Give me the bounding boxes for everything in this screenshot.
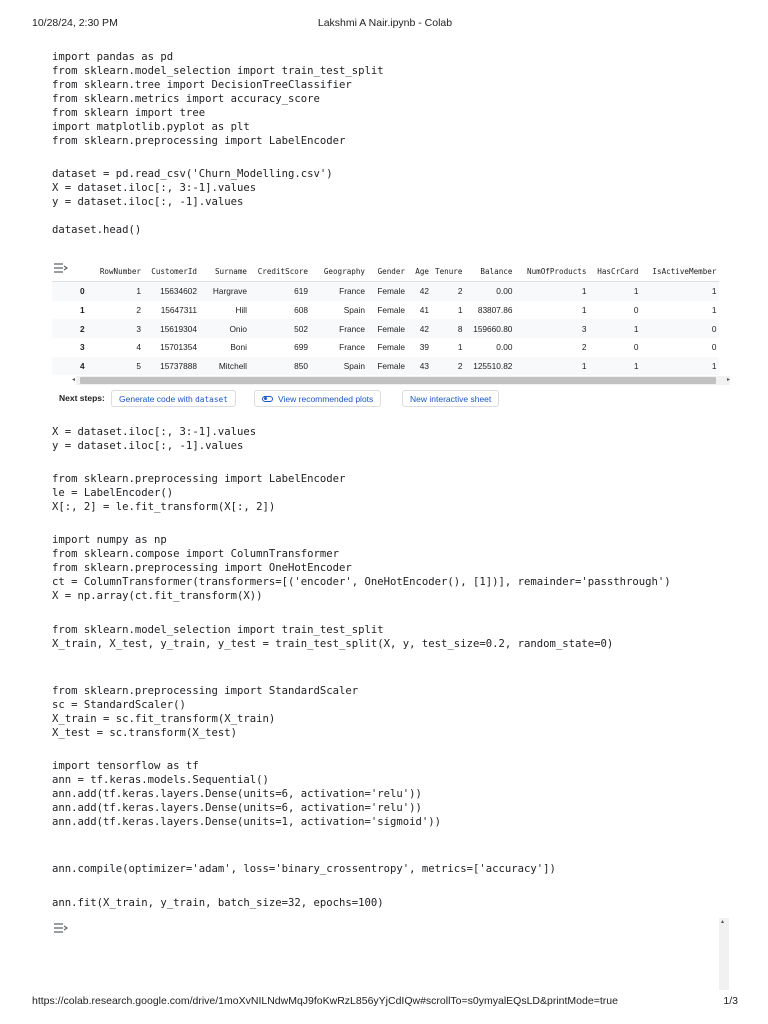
table-cell: 125510.82 xyxy=(465,357,515,376)
table-cell: 608 xyxy=(294,305,308,316)
code-cell-load-data[interactable]: dataset = pd.read_csv('Churn_Modelling.csv') X = dataset.iloc[:, 3:-1].values y = dataset.iloc[:, -1].values xyxy=(52,168,333,208)
row-index: 2 xyxy=(52,319,92,338)
col-header: Balance xyxy=(465,262,515,282)
dataframe-output xyxy=(52,262,730,386)
table-cell: 42 xyxy=(408,282,432,301)
code-cell-xy[interactable]: X = dataset.iloc[:, 3:-1].values y = dataset.iloc[:, -1].values xyxy=(52,426,257,452)
code-cell-compile[interactable]: ann.compile(optimizer='adam', loss='binary_crossentropy', metrics=['accuracy']) xyxy=(52,863,556,875)
col-header: Geography xyxy=(311,262,368,282)
table-cell: Female xyxy=(377,305,405,316)
col-header: HasCrCard xyxy=(589,262,641,282)
table-row xyxy=(52,357,719,376)
vertical-scrollbar[interactable] xyxy=(719,918,729,990)
table-cell: 2 xyxy=(136,305,141,316)
table-cell: 43 xyxy=(408,357,432,376)
col-header xyxy=(52,262,92,282)
table-cell: Onio xyxy=(200,319,250,338)
print-url: https://colab.research.google.com/drive/1moXvNILNdwMqJ9foKwRzL856yYjCdIQw#scrollTo=s0ymyalEQsLD&printMode=true xyxy=(32,995,618,1007)
table-cell: 1 xyxy=(457,305,463,316)
col-header: CustomerId xyxy=(144,262,200,282)
print-title: Lakshmi A Nair.ipynb - Colab xyxy=(317,17,453,29)
table-cell: Female xyxy=(377,342,405,353)
table-cell: 41 xyxy=(419,305,429,316)
table-row xyxy=(52,282,719,301)
col-header: IsActiveMember xyxy=(641,262,719,282)
row-index: 4 xyxy=(52,357,92,376)
table-cell: Spain xyxy=(311,357,368,376)
col-header: Age xyxy=(408,262,432,282)
table-cell: 15701354 xyxy=(160,342,197,353)
table-cell: 1 xyxy=(589,319,641,338)
table-cell: 1 xyxy=(515,282,589,301)
table-cell: France xyxy=(311,319,368,338)
recommended-plots-label: View recommended plots xyxy=(278,394,374,404)
next-steps-label: Next steps: xyxy=(59,393,105,403)
table-cell: 0 xyxy=(641,319,719,338)
table-cell: Female xyxy=(368,357,408,376)
table-row xyxy=(52,301,719,320)
horizontal-scrollbar[interactable] xyxy=(72,376,730,385)
output-collapse-icon[interactable] xyxy=(53,922,69,934)
table-cell: 1 xyxy=(92,282,144,301)
table-cell: 83807.86 xyxy=(477,305,513,316)
table-cell: 1 xyxy=(589,357,641,376)
row-index: 0 xyxy=(52,282,92,301)
table-cell: 1 xyxy=(589,282,641,301)
table-cell: 502 xyxy=(250,319,311,338)
code-cell-onehot[interactable]: import numpy as np from sklearn.compose import ColumnTransformer from sklearn.preprocessing import OneHotEncoder ct = ColumnTransformer(transformers=[('encoder', OneHotEncoder(), [1])], remainder='passthrough') X = np.array(ct.fit_transform(X)) xyxy=(52,534,671,602)
col-header: Gender xyxy=(368,262,408,282)
dataframe-table xyxy=(52,262,719,375)
table-cell: 850 xyxy=(250,357,311,376)
table-cell: 0 xyxy=(633,342,639,353)
table-cell: 1 xyxy=(457,342,463,353)
table-cell: 15647311 xyxy=(160,305,197,316)
table-cell: 3 xyxy=(92,319,144,338)
code-cell-scale[interactable]: from sklearn.preprocessing import StandardScaler sc = StandardScaler() X_train = sc.fit_transform(X_train) X_test = sc.transform(X_test) xyxy=(52,685,359,739)
table-cell: 1 xyxy=(641,357,719,376)
table-cell: 3 xyxy=(515,319,589,338)
code-cell-split[interactable]: from sklearn.model_selection import train_test_split X_train, X_test, y_train, y_test = train_test_split(X, y, test_size=0.2, random_state=0) xyxy=(52,624,614,650)
table-cell: 8 xyxy=(432,319,465,338)
code-cell-imports[interactable]: import pandas as pd from sklearn.model_selection import train_test_split from sklearn.tree import DecisionTreeClassifier from sklearn.metrics import accuracy_score from sklearn import tree import matplotlib.pyplot as plt from sklearn.preprocessing import LabelEncoder xyxy=(52,51,384,147)
table-cell: 39 xyxy=(419,342,429,353)
table-cell: Female xyxy=(368,282,408,301)
dataframe-header-row xyxy=(52,262,719,282)
table-cell: 0.00 xyxy=(465,282,515,301)
print-datetime: 10/28/24, 2:30 PM xyxy=(32,17,118,29)
table-cell: 0.00 xyxy=(496,342,513,353)
code-cell-label-encode[interactable]: from sklearn.preprocessing import LabelEncoder le = LabelEncoder() X[:, 2] = le.fit_transform(X[:, 2]) xyxy=(52,473,346,513)
scrollbar-thumb[interactable] xyxy=(80,377,716,384)
table-cell: 15737888 xyxy=(144,357,200,376)
row-index: 1 xyxy=(80,305,85,316)
code-cell-fit[interactable]: ann.fit(X_train, y_train, batch_size=32, epochs=100) xyxy=(52,897,384,909)
table-cell: 15619304 xyxy=(144,319,200,338)
generate-code-label: Generate code with xyxy=(119,394,196,404)
table-cell: 5 xyxy=(92,357,144,376)
print-page-number: 1/3 xyxy=(723,995,738,1007)
table-cell: France xyxy=(311,282,368,301)
row-index: 3 xyxy=(80,342,85,353)
table-cell: 2 xyxy=(432,282,465,301)
table-cell: France xyxy=(339,342,365,353)
table-cell: 2 xyxy=(581,342,587,353)
view-recommended-plots-button[interactable] xyxy=(254,390,381,407)
scroll-left-icon[interactable]: ◂ xyxy=(72,377,76,383)
col-header: Tenure xyxy=(432,262,465,282)
table-cell: Hill xyxy=(235,305,247,316)
toggle-icon xyxy=(262,396,273,402)
table-cell: 159660.80 xyxy=(465,319,515,338)
table-cell: 1 xyxy=(581,305,587,316)
code-cell-model[interactable]: import tensorflow as tf ann = tf.keras.models.Sequential() ann.add(tf.keras.layers.Dense(units=6, activation='relu')) ann.add(tf.keras.layers.Dense(units=6, activation='relu')) ann.add(tf.keras.layers.Dense(units=1, activation='sigmoid')) xyxy=(52,760,442,828)
table-cell: 699 xyxy=(294,342,308,353)
table-cell: 1 xyxy=(641,282,719,301)
table-row xyxy=(52,319,719,338)
col-header: RowNumber xyxy=(92,262,144,282)
scroll-right-icon[interactable]: ▸ xyxy=(726,377,730,383)
code-cell-head[interactable]: dataset.head() xyxy=(52,224,142,236)
table-cell: 42 xyxy=(408,319,432,338)
table-cell: 619 xyxy=(250,282,311,301)
table-cell: 2 xyxy=(432,357,465,376)
table-row xyxy=(52,338,719,357)
generate-code-var: dataset xyxy=(195,395,228,404)
print-header xyxy=(32,17,738,31)
table-cell: 1 xyxy=(515,357,589,376)
new-interactive-sheet-button[interactable] xyxy=(402,390,499,407)
table-cell: 0 xyxy=(711,342,717,353)
col-header: CreditScore xyxy=(250,262,311,282)
generate-code-button[interactable] xyxy=(111,390,236,407)
table-cell: Hargrave xyxy=(200,282,250,301)
interactive-sheet-label: New interactive sheet xyxy=(410,394,492,404)
table-cell: Boni xyxy=(230,342,247,353)
table-cell: 0 xyxy=(633,305,639,316)
col-header: NumOfProducts xyxy=(515,262,589,282)
table-cell: Spain xyxy=(343,305,365,316)
scroll-up-icon[interactable]: ▴ xyxy=(721,919,725,925)
table-cell: Mitchell xyxy=(200,357,250,376)
table-cell: 15634602 xyxy=(144,282,200,301)
print-footer xyxy=(32,995,738,1009)
table-cell: Female xyxy=(368,319,408,338)
table-cell: 1 xyxy=(711,305,717,316)
table-cell: 4 xyxy=(136,342,141,353)
col-header: Surname xyxy=(200,262,250,282)
